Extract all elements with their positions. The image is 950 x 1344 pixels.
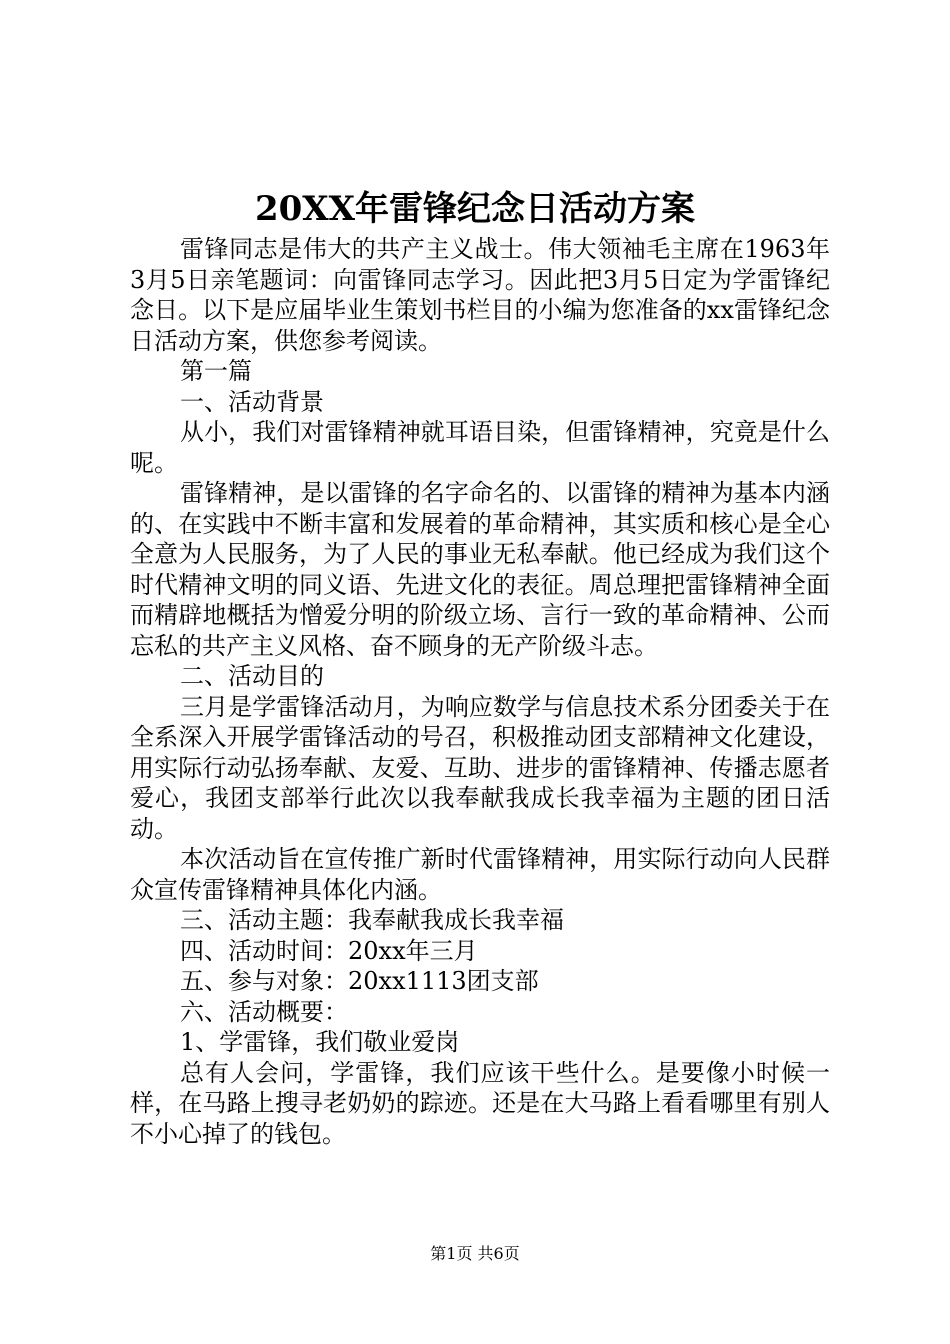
subsection-heading-dedication: 1、学雷锋，我们敬业爱岗 [180, 1028, 460, 1056]
section-heading-theme: 三、活动主题：我奉献我成长我幸福 [180, 906, 564, 934]
section-heading-time: 四、活动时间：20xx年三月 [180, 936, 478, 965]
section-heading-background: 一、活动背景 [180, 387, 324, 416]
paragraph-dedication: 总有人会问，学雷锋，我们应该干些什么。是要像小时候一样，在马路上搜寻老奶奶的踪迹。还是在大马路上看看哪里有别人不小心掉了的钱包。 [130, 1058, 830, 1148]
section-heading-purpose: 二、活动目的 [180, 662, 324, 690]
page-footer: 第1页 共6页 [430, 1244, 520, 1263]
document-title: 20XX年雷锋纪念日活动方案 [254, 189, 696, 229]
document-body [130, 234, 830, 1149]
paragraph-purpose: 三月是学雷锋活动月，为响应数学与信息技术系分团委关于在全系深入开展学雷锋活动的号召，积极推动团支部精神文化建设，用实际行动弘扬奉献、友爱、互助、进步的雷锋精神、传播志愿者爱心，我团支部举行此次以我奉献我成长我幸福为主题的团日活动。 [130, 692, 830, 843]
paragraph-background-question: 从小，我们对雷锋精神就耳语目染，但雷锋精神，究竟是什么呢。 [130, 418, 830, 477]
section-heading-part-one: 第一篇 [180, 357, 252, 385]
section-heading-overview: 六、活动概要： [180, 997, 348, 1026]
section-heading-participants: 五、参与对象：20xx1113团支部 [180, 967, 539, 995]
paragraph-intro: 雷锋同志是伟大的共产主义战士。伟大领袖毛主席在1963年3月5日亲笔题词：向雷锋同志学习。因此把3月5日定为学雷锋纪念日。以下是应届毕业生策划书栏目的小编为您准备的xx雷锋纪念日活动方案，供您参考阅读。 [130, 235, 830, 355]
paragraph-aim: 本次活动旨在宣传推广新时代雷锋精神，用实际行动向人民群众宣传雷锋精神具体化内涵。 [130, 845, 830, 904]
paragraph-leifeng-spirit: 雷锋精神，是以雷锋的名字命名的、以雷锋的精神为基本内涵的、在实践中不断丰富和发展着的革命精神，其实质和核心是全心全意为人民服务，为了人民的事业无私奉献。他已经成为我们这个时代精神文明的同义语、先进文化的表征。周总理把雷锋精神全面而精辟地概括为憎爱分明的阶级立场、言行一致的革命精神、公而忘私的共产主义风格、奋不顾身的无产阶级斗志。 [130, 479, 830, 660]
